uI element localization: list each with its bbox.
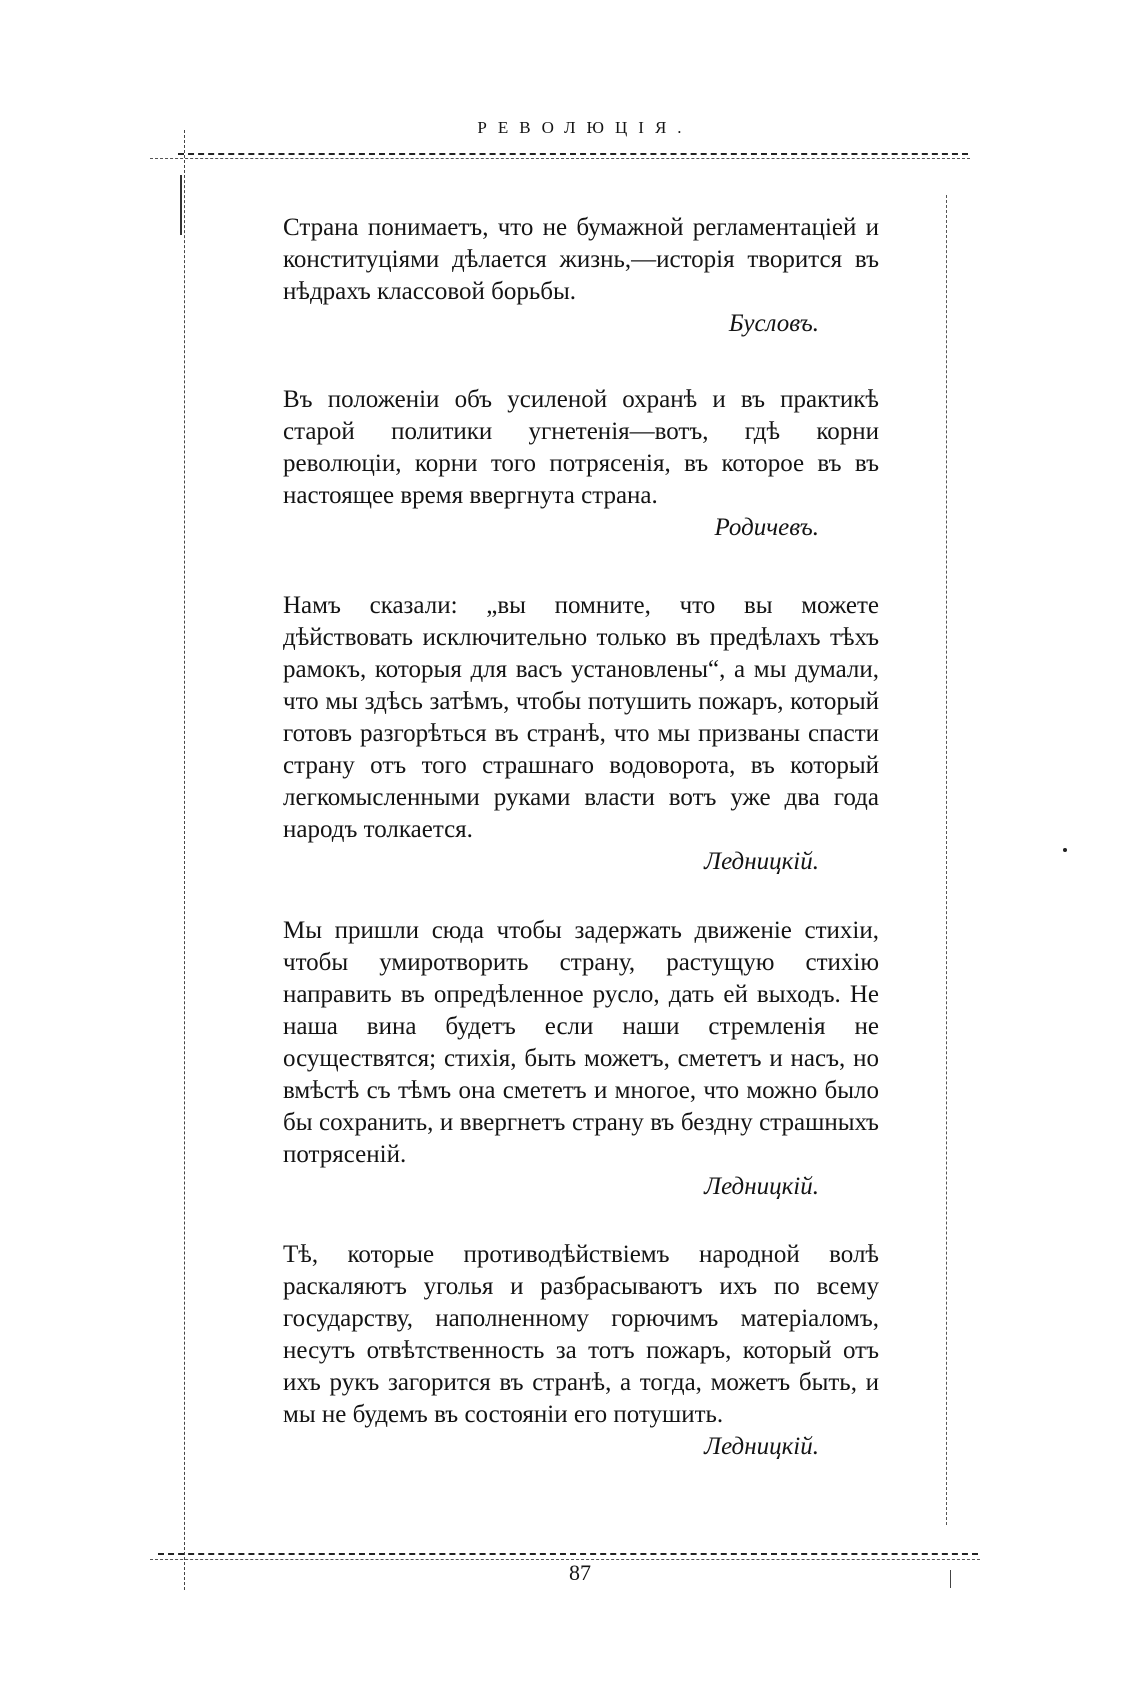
quote-text: Тѣ, которые противодѣйствіемъ народной волѣ раскаляютъ уголья и разбрасываютъ ихъ по всему государству, наполненному горючимъ матеріаломъ, несутъ отвѣтственность за тотъ пожаръ, который отъ ихъ рукъ загорится въ странѣ, а тогда, можетъ быть, и мы не будемъ въ состояніи его потушить. (283, 1241, 879, 1428)
quote-author: Родичевъ. (714, 514, 819, 541)
quote-block (283, 384, 879, 544)
left-margin-rule (184, 130, 185, 1590)
quote-block (283, 590, 879, 878)
quote-author: Ледницкій. (704, 848, 819, 875)
quote-text: Намъ сказали: „вы помните, что вы можете дѣйствовать исключительно только въ предѣлахъ тѣхъ рамокъ, которыя для васъ установлены“, а мы думали, что мы здѣсь затѣмъ, чтобы потушить пожаръ, который готовъ разгорѣться въ странѣ, что мы призваны спасти страну отъ того страшнаго водоворота, въ который легкомысленными руками власти вотъ уже два года народъ толкается. (283, 592, 879, 843)
quote-author: Ледницкій. (704, 1433, 819, 1460)
header-rule (178, 153, 968, 155)
running-header: РЕВОЛЮЦІЯ. (477, 118, 693, 137)
quote-text: Въ положеніи объ усиленой охранѣ и въ практикѣ старой политики угнетенія—вотъ, гдѣ корни революціи, корни того потрясенія, въ которое въ въ настоящее время ввергнута страна. (283, 386, 879, 509)
quote-block (283, 212, 879, 340)
print-speck (1063, 848, 1067, 852)
quote-block (283, 1239, 879, 1463)
quote-author: Бусловъ. (728, 310, 819, 337)
left-margin-rule-mark (180, 175, 182, 235)
quote-block (283, 915, 879, 1203)
quote-text: Страна понимаетъ, что не бумажной регламентаціей и конституціями дѣлается жизнь,—исторія творится въ нѣдрахъ классовой борьбы. (283, 214, 879, 305)
header-rule-secondary (150, 158, 970, 159)
quote-author: Ледницкій. (704, 1173, 819, 1200)
right-margin-rule (946, 195, 947, 1525)
page-number: 87 (569, 1560, 591, 1585)
quote-text: Мы пришли сюда чтобы задержать движеніе стихіи, чтобы умиротворить страну, растущую стихію направить въ опредѣленное русло, дать ей выходъ. Не наша вина будетъ если наши стремленія не осуществятся; стихія, быть можетъ, смететъ и насъ, но вмѣстѣ съ тѣмъ она смететъ и многое, что можно было бы сохранить, и ввергнетъ страну въ бездну страшныхъ потрясеній. (283, 917, 879, 1168)
footer-rule (158, 1553, 978, 1555)
